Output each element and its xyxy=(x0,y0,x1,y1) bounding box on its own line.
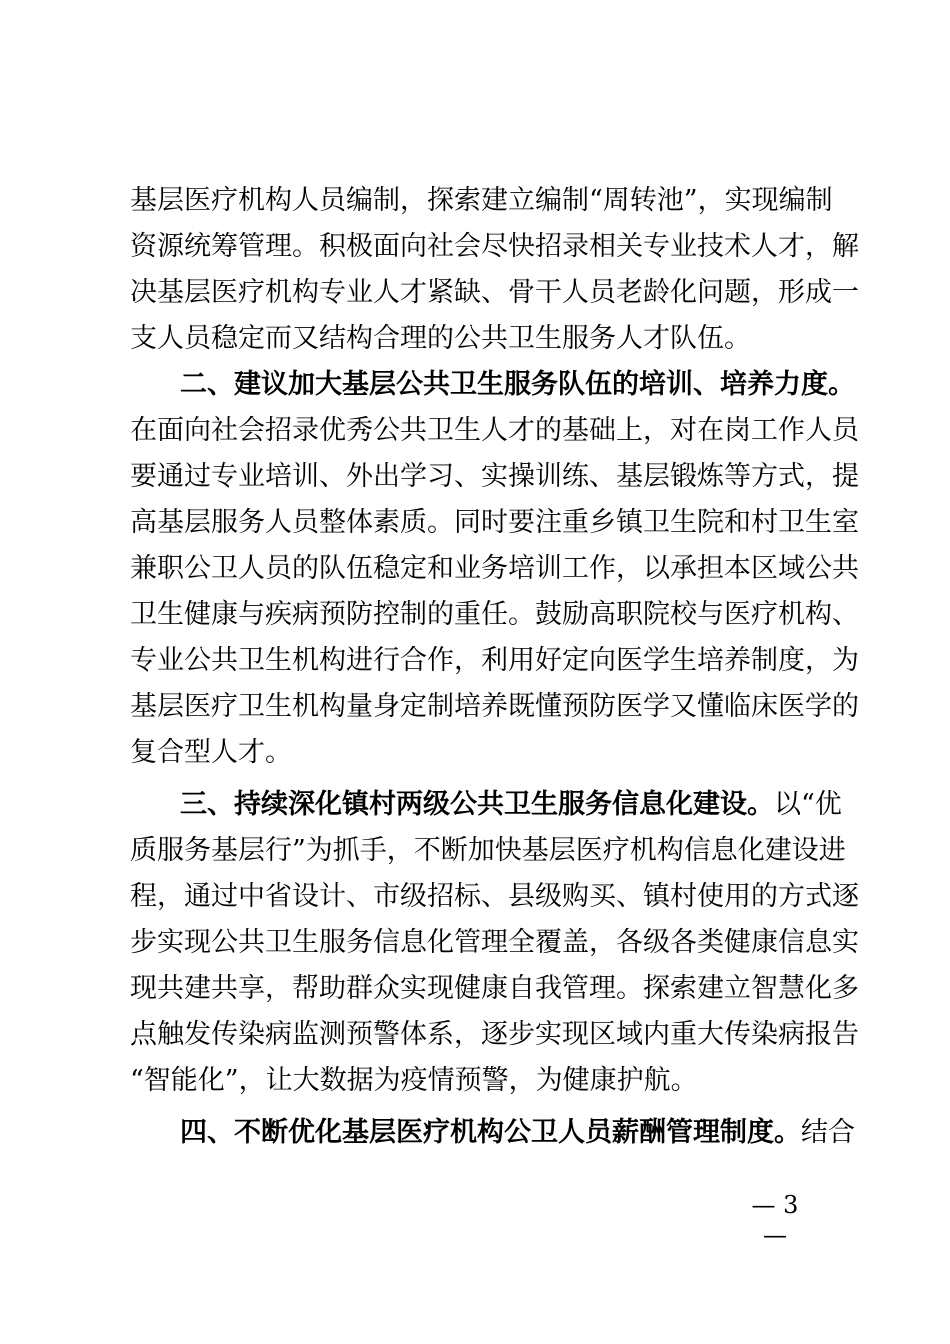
body-line: 步实现公共卫生服务信息化管理全覆盖，各级各类健康信息实 xyxy=(130,927,859,958)
body-line: 基层医疗机构人员编制，探索建立编制“周转池”，实现编制 xyxy=(130,185,833,216)
body-line: 高基层服务人员整体素质。同时要注重乡镇卫生院和村卫生室 xyxy=(130,507,859,538)
body-line: 决基层医疗机构专业人才紧缺、骨干人员老龄化问题，形成一 xyxy=(130,277,859,308)
heading-tail-text: 以“优 xyxy=(774,789,842,820)
body-line: 兼职公卫人员的队伍稳定和业务培训工作，以承担本区域公共 xyxy=(130,553,859,584)
body-line: 要通过专业培训、外出学习、实操训练、基层锻炼等方式，提 xyxy=(130,461,859,492)
section-heading-2: 二、建议加大基层公共卫生服务队伍的培训、培养力度。 xyxy=(180,369,855,400)
body-line: 现共建共享，帮助群众实现健康自我管理。探索建立智慧化多 xyxy=(130,973,859,1004)
body-line: 质服务基层行”为抓手，不断加快基层医疗机构信息化建设进 xyxy=(130,835,846,866)
body-line: 程，通过中省设计、市级招标、县级购买、镇村使用的方式逐 xyxy=(130,881,859,912)
body-line: 卫生健康与疾病预防控制的重任。鼓励高职院校与医疗机构、 xyxy=(130,599,859,630)
body-line: 点触发传染病监测预警体系，逐步实现区域内重大传染病报告 xyxy=(130,1019,859,1050)
body-line: 基层医疗卫生机构量身定制培养既懂预防医学又懂临床医学的 xyxy=(130,691,859,722)
body-line: 支人员稳定而又结构合理的公共卫生服务人才队伍。 xyxy=(130,323,751,354)
body-line: 专业公共卫生机构进行合作，利用好定向医学生培养制度，为 xyxy=(130,645,859,676)
section-heading-line-3 xyxy=(180,782,842,828)
body-line: “智能化”，让大数据为疫情预警，为健康护航。 xyxy=(130,1065,698,1096)
body-line: 复合型人才。 xyxy=(130,737,292,768)
section-heading-3: 三、持续深化镇村两级公共卫生服务信息化建设。 xyxy=(180,789,774,820)
heading-tail-text: 结合 xyxy=(801,1117,855,1148)
body-line: 资源统筹管理。积极面向社会尽快招录相关专业技术人才，解 xyxy=(130,231,859,262)
section-heading-4: 四、不断优化基层医疗机构公卫人员薪酬管理制度。 xyxy=(180,1117,801,1148)
section-heading-line-4 xyxy=(180,1110,855,1156)
body-line: 在面向社会招录优秀公共卫生人才的基础上，对在岗工作人员 xyxy=(130,415,859,446)
page-number: — 3 — xyxy=(751,1191,799,1249)
